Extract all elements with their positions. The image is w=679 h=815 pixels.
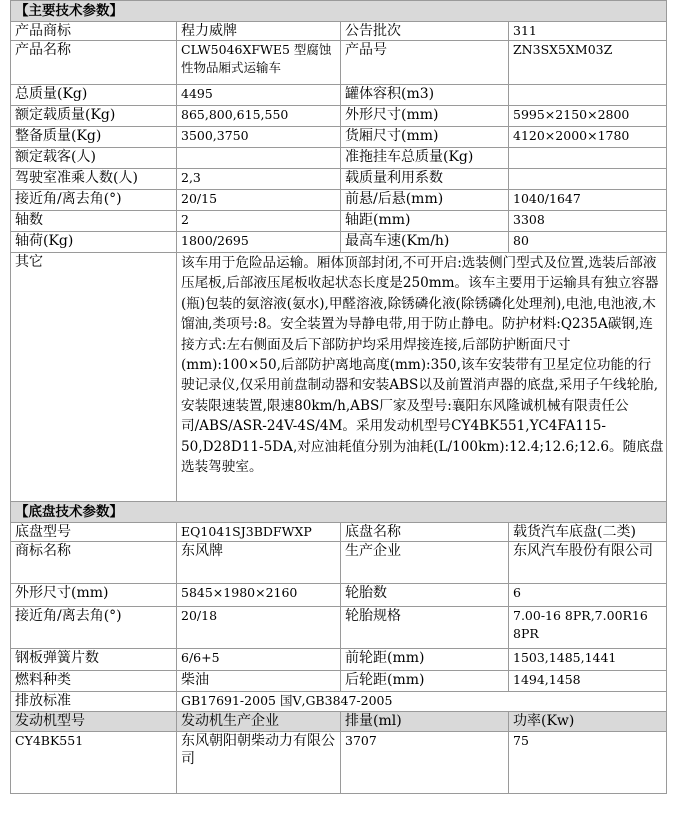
value-cell: 4120×2000×1780 — [509, 127, 667, 148]
table-row — [11, 671, 667, 692]
label-cell: 轴距(mm) — [341, 211, 509, 232]
value-cell: 20/15 — [177, 190, 341, 211]
value-cell: 载货汽车底盘(二类) — [509, 523, 667, 542]
label-cell: 罐体容积(m3) — [341, 85, 509, 106]
spec-table — [10, 0, 667, 794]
engine-model-cell: CY4BK551 — [11, 732, 177, 794]
value-cell: 6 — [509, 584, 667, 607]
label-cell: 商标名称 — [11, 542, 177, 584]
label-cell: 产品名称 — [11, 41, 177, 85]
label-cell: 轮胎规格 — [341, 607, 509, 649]
main-section-title: 【主要技术参数】 — [11, 1, 667, 22]
label-cell: 载质量利用系数 — [341, 169, 509, 190]
value-cell: 2,3 — [177, 169, 341, 190]
chassis-section-header — [11, 502, 667, 523]
label-cell: 产品商标 — [11, 22, 177, 41]
label-cell: 钢板弹簧片数 — [11, 649, 177, 671]
spec-sheet — [10, 0, 666, 794]
engine-displacement-cell: 3707 — [341, 732, 509, 794]
value-cell: CLW5046XFWE5 型腐蚀性物品厢式运输车 — [177, 41, 341, 85]
table-row — [11, 232, 667, 253]
engine-header-cell: 排量(ml) — [341, 712, 509, 732]
value-cell: 1040/1647 — [509, 190, 667, 211]
value-cell: 程力威牌 — [177, 22, 341, 41]
value-cell: 3500,3750 — [177, 127, 341, 148]
value-cell: EQ1041SJ3BDFWXP — [177, 523, 341, 542]
label-cell: 接近角/离去角(°) — [11, 190, 177, 211]
table-row — [11, 148, 667, 169]
engine-maker-cell: 东风朝阳朝柴动力有限公司 — [177, 732, 341, 794]
label-cell: 驾驶室准乘人数(人) — [11, 169, 177, 190]
value-cell: 1800/2695 — [177, 232, 341, 253]
main-section-header — [11, 1, 667, 22]
table-row — [11, 22, 667, 41]
engine-header-cell: 功率(Kw) — [509, 712, 667, 732]
label-cell: 前悬/后悬(mm) — [341, 190, 509, 211]
engine-header-cell: 发动机型号 — [11, 712, 177, 732]
label-cell: 轮胎数 — [341, 584, 509, 607]
label-cell: 前轮距(mm) — [341, 649, 509, 671]
table-row — [11, 607, 667, 649]
table-row — [11, 169, 667, 190]
value-cell — [509, 148, 667, 169]
label-cell: 最高车速(Km/h) — [341, 232, 509, 253]
emission-value: GB17691-2005 国Ⅴ,GB3847-2005 — [177, 692, 667, 712]
label-cell: 燃料种类 — [11, 671, 177, 692]
label-cell: 额定载客(人) — [11, 148, 177, 169]
value-cell: 2 — [177, 211, 341, 232]
table-row — [11, 211, 667, 232]
value-cell: 1503,1485,1441 — [509, 649, 667, 671]
label-cell: 整备质量(Kg) — [11, 127, 177, 148]
value-cell — [509, 85, 667, 106]
other-label: 其它 — [11, 253, 177, 502]
label-cell: 准拖挂车总质量(Kg) — [341, 148, 509, 169]
value-cell: 3308 — [509, 211, 667, 232]
label-cell: 接近角/离去角(°) — [11, 607, 177, 649]
value-cell: 东风牌 — [177, 542, 341, 584]
label-cell: 轴数 — [11, 211, 177, 232]
value-cell: 311 — [509, 22, 667, 41]
value-cell: 柴油 — [177, 671, 341, 692]
emission-row — [11, 692, 667, 712]
value-cell — [509, 169, 667, 190]
label-cell: 公告批次 — [341, 22, 509, 41]
label-cell: 底盘名称 — [341, 523, 509, 542]
label-cell: 额定载质量(Kg) — [11, 106, 177, 127]
value-cell: 6/6+5 — [177, 649, 341, 671]
value-cell: 7.00-16 8PR,7.00R16 8PR — [509, 607, 667, 649]
value-cell: 20/18 — [177, 607, 341, 649]
value-cell: 5995×2150×2800 — [509, 106, 667, 127]
table-row — [11, 41, 667, 85]
table-row — [11, 85, 667, 106]
label-cell: 生产企业 — [341, 542, 509, 584]
label-cell: 轴荷(Kg) — [11, 232, 177, 253]
table-row — [11, 542, 667, 584]
value-cell: 东风汽车股份有限公司 — [509, 542, 667, 584]
label-cell: 货厢尺寸(mm) — [341, 127, 509, 148]
label-cell: 底盘型号 — [11, 523, 177, 542]
other-row — [11, 253, 667, 502]
label-cell: 产品号 — [341, 41, 509, 85]
value-cell: 865,800,615,550 — [177, 106, 341, 127]
engine-power-cell: 75 — [509, 732, 667, 794]
label-cell: 外形尺寸(mm) — [341, 106, 509, 127]
engine-header-cell: 发动机生产企业 — [177, 712, 341, 732]
value-cell: 4495 — [177, 85, 341, 106]
table-row — [11, 106, 667, 127]
value-cell — [177, 148, 341, 169]
value-cell: 80 — [509, 232, 667, 253]
value-cell: ZN3SX5XM03Z — [509, 41, 667, 85]
label-cell: 总质量(Kg) — [11, 85, 177, 106]
engine-row — [11, 732, 667, 794]
table-row — [11, 649, 667, 671]
table-row — [11, 523, 667, 542]
table-row — [11, 127, 667, 148]
label-cell: 外形尺寸(mm) — [11, 584, 177, 607]
engine-header-row — [11, 712, 667, 732]
table-row — [11, 190, 667, 211]
table-row — [11, 584, 667, 607]
value-cell: 5845×1980×2160 — [177, 584, 341, 607]
value-cell: 1494,1458 — [509, 671, 667, 692]
emission-label: 排放标准 — [11, 692, 177, 712]
chassis-section-title: 【底盘技术参数】 — [11, 502, 667, 523]
label-cell: 后轮距(mm) — [341, 671, 509, 692]
other-description: 该车用于危险品运输。厢体顶部封闭,不可开启:选装侧门型式及位置,选装后部液压尾板,后部液压尾板收起状态长度是250mm。该车主要用于运输具有独立容器(瓶)包装的氨溶液(氨水),甲醛溶液,除锈磷化液(除锈磷化处理剂),电池,电池液,木馏油,类项号:8。安全装置为导静电带,用于防止静电。防护材料:Q235A碳钢,连接方式:左右侧面及后下部防护均采用焊接连接,后部防护断面尺寸(mm):100×50,后部防护离地高度(mm):350,该车安装带有卫星定位功能的行驶记录仪,仅采用前盘制动器和安装ABS以及前置消声器的底盘,采用子午线轮胎,安装限速装置,限速80km/h,ABS厂家及型号:襄阳东风隆诚机械有限责任公司/ABS/ASR-24V-4S/4M。采用发动机型号CY4BK551,YC4FA115-50,D28D11-5DA,对应油耗值分别为油耗(L/100km):12.4;12.6;12.6。随底盘选装驾驶室。 — [177, 253, 667, 502]
